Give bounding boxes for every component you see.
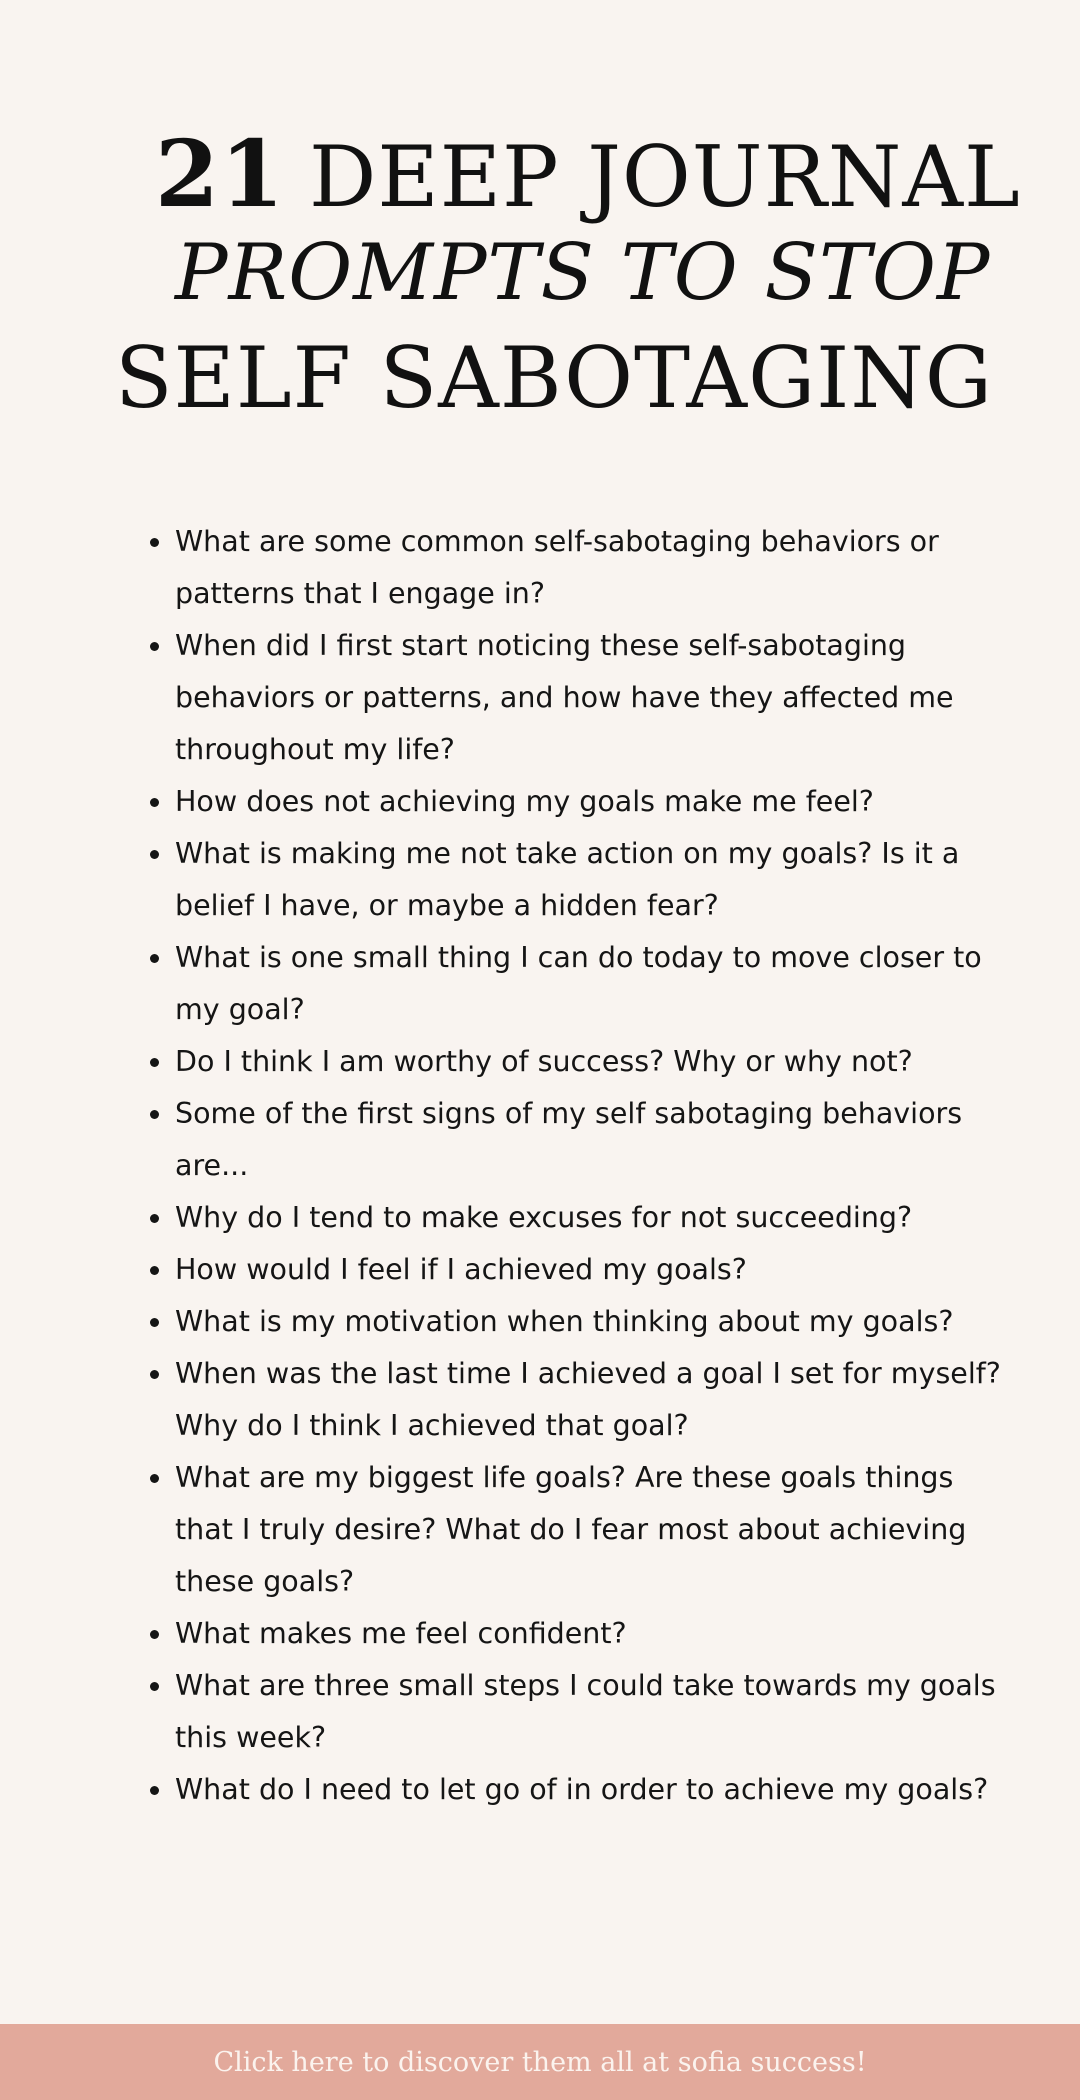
prompt-item: • What is one small thing I can do today to move closer to my goal? <box>174 932 1014 1036</box>
prompt-item: • How would I feel if I achieved my goals? <box>174 1244 1014 1296</box>
prompt-item: • What are three small steps I could take towards my goals this week? <box>174 1660 1014 1764</box>
title-line-1-text: DEEP JOURNAL <box>309 128 1021 226</box>
footer-link[interactable]: Click here to discover them all at sofia success! <box>213 2046 867 2078</box>
prompt-item: • What are some common self-sabotaging behaviors or patterns that I engage in? <box>174 516 1014 620</box>
footer-banner[interactable] <box>0 2024 1080 2100</box>
title-line-1 <box>155 120 1021 228</box>
prompt-item: • What is my motivation when thinking about my goals? <box>174 1296 1014 1348</box>
prompt-list <box>140 516 1014 1816</box>
prompt-item: • How does not achieving my goals make me feel? <box>174 776 1014 828</box>
prompt-item: • Do I think I am worthy of success? Why or why not? <box>174 1036 1014 1088</box>
prompt-item: • When was the last time I achieved a goal I set for myself? Why do I think I achieved that goal? <box>174 1348 1014 1452</box>
prompt-item: • What makes me feel confident? <box>174 1608 1014 1660</box>
title-number: 21 <box>155 120 286 228</box>
prompt-item: • Why do I tend to make excuses for not succeeding? <box>174 1192 1014 1244</box>
title-line-3: SELF SABOTAGING <box>115 329 993 427</box>
prompt-item: • Some of the first signs of my self sabotaging behaviors are... <box>174 1088 1014 1192</box>
prompt-item: • What is making me not take action on my goals? Is it a belief I have, or maybe a hidden fear? <box>174 828 1014 932</box>
prompt-item: • When did I first start noticing these self-sabotaging behaviors or patterns, and how have they affected me throughout my life? <box>174 620 1014 776</box>
prompt-item: • What are my biggest life goals? Are these goals things that I truly desire? What do I fear most about achieving these goals? <box>174 1452 1014 1608</box>
title-line-2: PROMPTS TO STOP <box>175 228 991 318</box>
prompt-item: • What do I need to let go of in order to achieve my goals? <box>174 1764 1014 1816</box>
